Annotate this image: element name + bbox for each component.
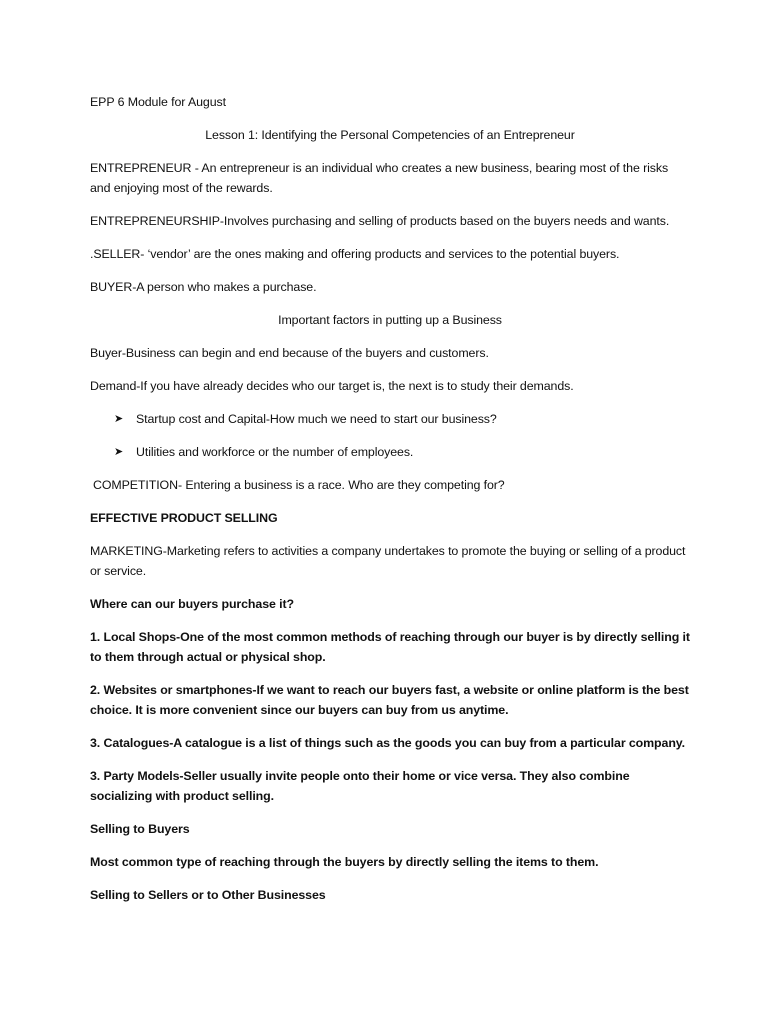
lesson-title: Lesson 1: Identifying the Personal Competencies of an Entrepreneur [205, 128, 575, 142]
marketing-definition: MARKETING-Marketing refers to activities a company undertakes to promote the buying or selling of a product or service. [90, 544, 686, 578]
selling-buyers-heading: Selling to Buyers [90, 822, 190, 836]
buyer-business-text: Buyer-Business can begin and end because of the buyers and customers. [90, 346, 489, 360]
competition-text: COMPETITION- Entering a business is a race. Who are they competing for? [93, 478, 505, 492]
factors-heading: Important factors in putting up a Business [278, 313, 502, 327]
document-page [90, 92, 690, 918]
catalogues-item: 3. Catalogues-A catalogue is a list of things such as the goods you can buy from a particular company. [90, 736, 685, 750]
selling-sellers-heading: Selling to Sellers or to Other Businesses [90, 888, 326, 902]
list-item [90, 409, 690, 429]
list-item-text: Utilities and workforce or the number of employees. [136, 445, 414, 459]
arrow-bullet-icon: ➤ [114, 413, 124, 425]
arrow-bullet-icon: ➤ [114, 446, 124, 458]
entrepreneur-definition: ENTREPRENEUR - An entrepreneur is an individual who creates a new business, bearing most of the risks and enjoying most of the rewards. [90, 161, 669, 195]
selling-buyers-text: Most common type of reaching through the buyers by directly selling the items to them. [90, 855, 599, 869]
list-item [90, 442, 690, 462]
entrepreneurship-definition: ENTREPRENEURSHIP-Involves purchasing and selling of products based on the buyers needs and wants. [90, 214, 670, 228]
seller-definition: .SELLER- ‘vendor’ are the ones making and offering products and services to the potential buyers. [90, 247, 620, 261]
party-models-item: 3. Party Models-Seller usually invite people onto their home or vice versa. They also combine socializing with product selling. [90, 769, 630, 803]
list-item-text: Startup cost and Capital-How much we need to start our business? [136, 412, 497, 426]
buyer-definition: BUYER-A person who makes a purchase. [90, 280, 317, 294]
where-heading: Where can our buyers purchase it? [90, 597, 294, 611]
websites-item: 2. Websites or smartphones-If we want to reach our buyers fast, a website or online platform is the best choice. It is more convenient since our buyers can buy from us anytime. [90, 683, 689, 717]
effective-selling-heading: EFFECTIVE PRODUCT SELLING [90, 511, 278, 525]
module-header: EPP 6 Module for August [90, 95, 226, 109]
demand-text: Demand-If you have already decides who our target is, the next is to study their demands. [90, 379, 574, 393]
local-shops-item: 1. Local Shops-One of the most common methods of reaching through our buyer is by directly selling it to them through actual or physical shop. [90, 630, 690, 664]
